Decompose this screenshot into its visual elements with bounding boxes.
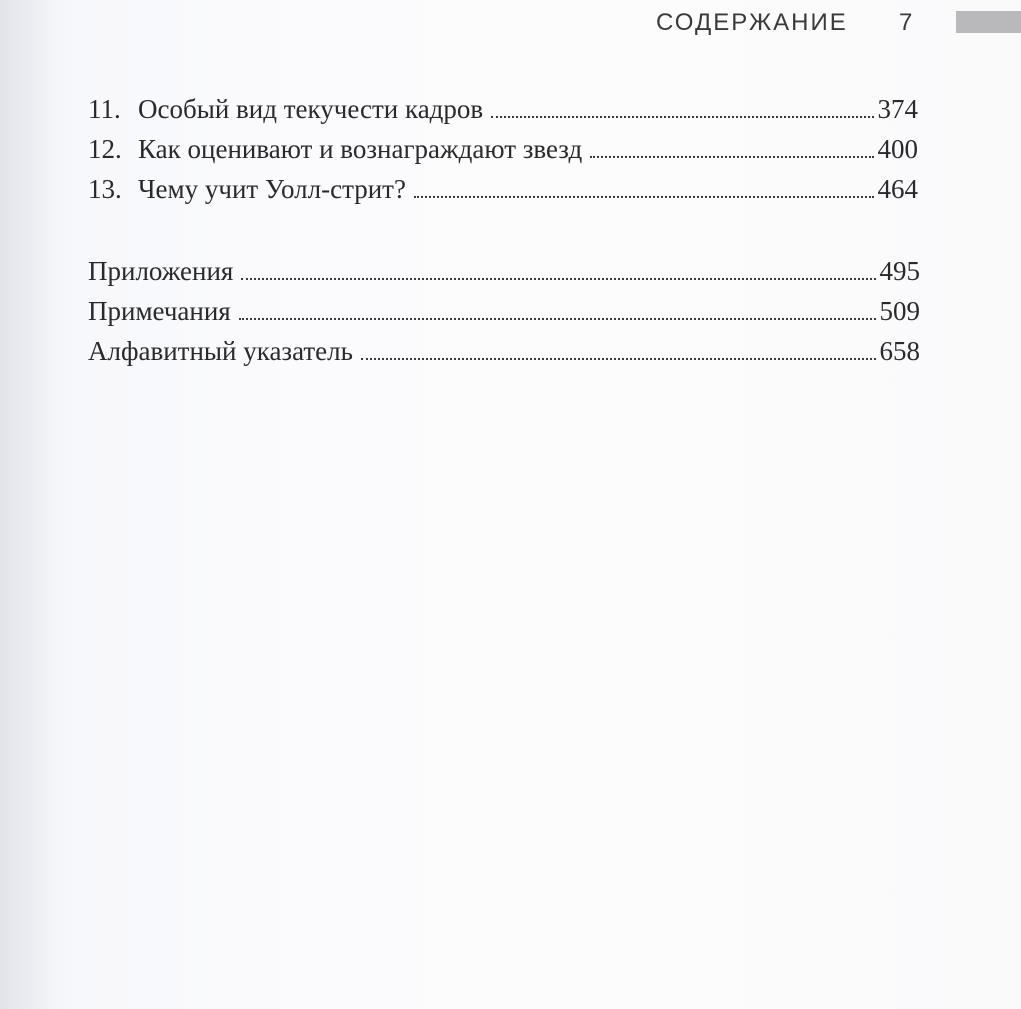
toc-entry-chapter-11: [88, 94, 918, 125]
toc-entry-notes: [88, 296, 920, 327]
chapter-page-number: 374: [877, 94, 918, 124]
back-matter-title: Приложения: [88, 256, 234, 286]
dot-leader: [239, 318, 876, 320]
chapter-title: Как оценивают и вознаграждают звезд: [138, 134, 583, 164]
toc-entry-chapter-12: [88, 134, 918, 165]
toc-entry-index: [88, 336, 920, 367]
dot-leader: [590, 156, 873, 158]
chapter-page-number: 464: [877, 174, 918, 204]
back-matter-page-number: 495: [879, 256, 920, 286]
chapter-number: 13.: [88, 174, 122, 204]
chapter-number: 12.: [88, 134, 122, 164]
chapter-title: Особый вид текучести кадров: [138, 94, 484, 124]
dot-leader: [491, 116, 873, 118]
toc-entry-appendices: [88, 256, 920, 287]
dot-leader: [414, 196, 874, 198]
back-matter-page-number: 658: [879, 336, 920, 366]
dot-leader: [241, 278, 875, 280]
chapter-page-number: 400: [877, 134, 918, 164]
toc-entry-chapter-13: [88, 174, 918, 205]
dot-leader: [361, 358, 876, 360]
running-head-page-number: 7: [899, 9, 913, 36]
chapter-title: Чему учит Уолл-стрит?: [138, 174, 406, 204]
back-matter-title: Алфавитный указатель: [88, 336, 353, 366]
back-matter-title: Примечания: [88, 296, 231, 326]
chapter-number: 11.: [88, 94, 121, 124]
back-matter-page-number: 509: [879, 296, 920, 326]
running-head-title: СОДЕРЖАНИЕ: [656, 9, 848, 36]
